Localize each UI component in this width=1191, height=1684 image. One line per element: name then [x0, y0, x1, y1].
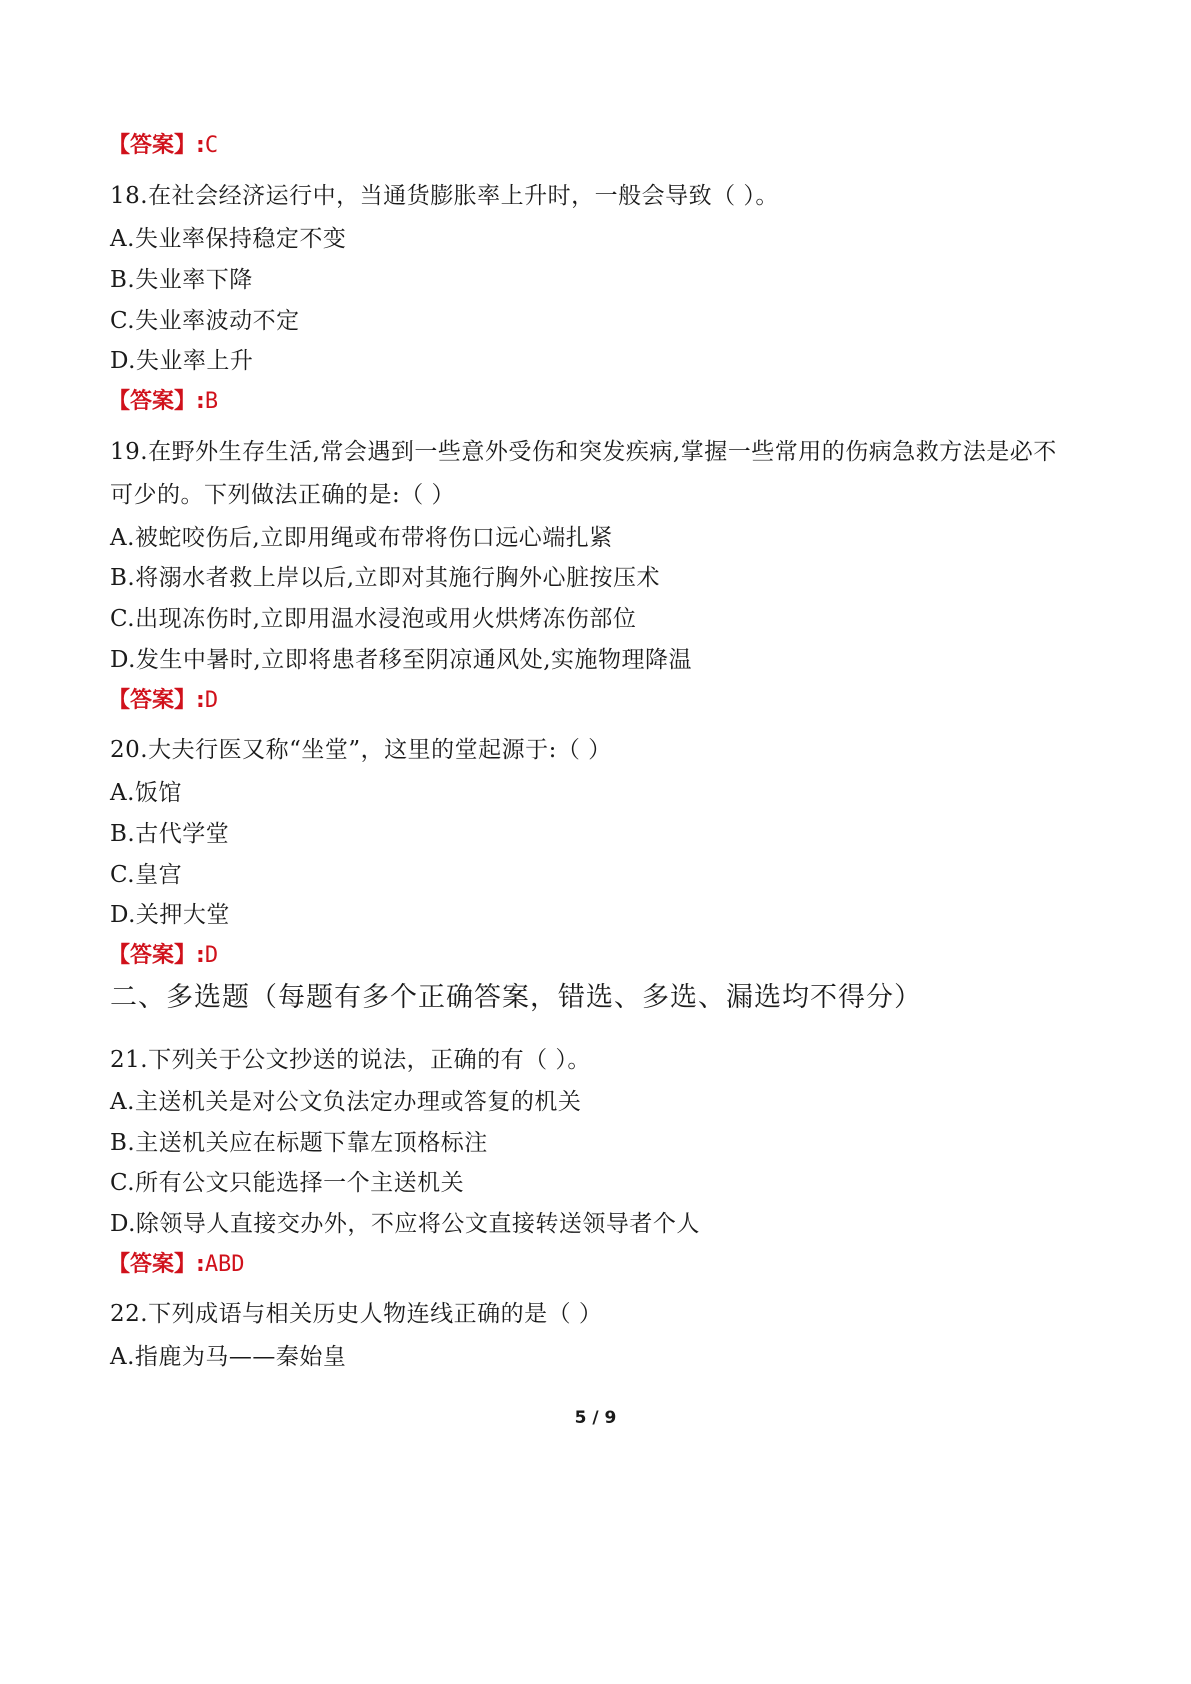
- answer-q20: [108, 941, 218, 971]
- question-21-option-b: B.主送机关应在标题下靠左顶格标注: [110, 1130, 488, 1156]
- question-20-option-c: C.皇宫: [110, 862, 183, 888]
- question-19-stem-line1: 19.在野外生存生活,常会遇到一些意外受伤和突发疾病,掌握一些常用的伤病急救方法是必不: [110, 439, 1057, 465]
- question-19-option-b: B.将溺水者救上岸以后,立即对其施行胸外心脏按压术: [110, 565, 661, 591]
- answer-label: 【答案】:: [108, 1252, 205, 1277]
- question-19-option-a: A.被蛇咬伤后,立即用绳或布带将伤口远心端扎紧: [110, 525, 613, 551]
- question-20-option-d: D.关押大堂: [110, 902, 230, 928]
- answer-value: D: [204, 943, 219, 968]
- question-21-option-c: C.所有公文只能选择一个主送机关: [110, 1170, 465, 1196]
- answer-value: B: [204, 389, 219, 414]
- question-21-option-a: A.主送机关是对公文负法定办理或答复的机关: [110, 1089, 582, 1115]
- question-19-option-d: D.发生中暑时,立即将患者移至阴凉通风处,实施物理降温: [110, 647, 693, 673]
- section-heading-multiple-choice: 二、多选题（每题有多个正确答案，错选、多选、漏选均不得分）: [110, 982, 922, 1013]
- question-22-stem: 22.下列成语与相关历史人物连线正确的是（ ）: [110, 1301, 603, 1327]
- question-20-stem: 20.大夫行医又称“坐堂”，这里的堂起源于:（ ）: [110, 737, 612, 763]
- question-20-option-b: B.古代学堂: [110, 821, 230, 847]
- answer-q18: [108, 387, 218, 417]
- question-21-option-d: D.除领导人直接交办外，不应将公文直接转送领导者个人: [110, 1211, 700, 1237]
- page-number: 5 / 9: [574, 1408, 617, 1428]
- answer-label: 【答案】:: [108, 389, 205, 414]
- answer-value: D: [204, 688, 219, 713]
- answer-label: 【答案】:: [108, 688, 205, 713]
- question-18-option-d: D.失业率上升: [110, 348, 254, 374]
- question-18-stem: 18.在社会经济运行中，当通货膨胀率上升时，一般会导致（ ）。: [110, 183, 779, 209]
- answer-label: 【答案】:: [108, 943, 205, 968]
- question-18-option-a: A.失业率保持稳定不变: [110, 226, 347, 252]
- answer-value: C: [204, 133, 219, 158]
- answer-q19: [108, 686, 218, 716]
- answer-value: ABD: [204, 1252, 245, 1277]
- question-21-stem: 21.下列关于公文抄送的说法，正确的有（ ）。: [110, 1047, 591, 1073]
- question-18-option-b: B.失业率下降: [110, 267, 253, 293]
- question-19-stem-line2: 可少的。下列做法正确的是:（ ）: [110, 482, 456, 508]
- question-18-option-c: C.失业率波动不定: [110, 308, 300, 334]
- question-20-option-a: A.饭馆: [110, 780, 182, 806]
- question-19-option-c: C.出现冻伤时,立即用温水浸泡或用火烘烤冻伤部位: [110, 606, 637, 632]
- answer-label: 【答案】:: [108, 133, 205, 158]
- answer-q21: [108, 1250, 245, 1280]
- answer-q17: [108, 131, 218, 161]
- question-22-option-a: A.指鹿为马——秦始皇: [110, 1344, 347, 1370]
